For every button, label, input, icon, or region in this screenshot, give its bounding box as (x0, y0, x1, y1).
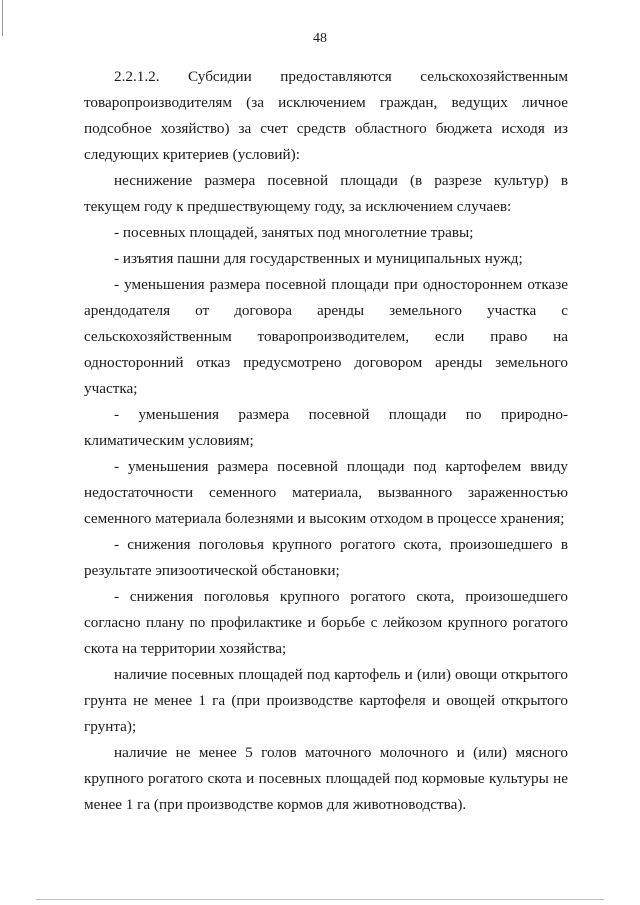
scan-bottom-edge (36, 899, 604, 900)
paragraph-exception-epizootic: - снижения поголовья крупного рогатого скота, произошедшего в результате эпизоотической обстановки; (84, 536, 568, 579)
paragraph-exception-land-seizure: - изъятия пашни для государственных и муниципальных нужд; (114, 250, 523, 267)
paragraph-potato-vegetables-condition: наличие посевных площадей под картофель и (или) овощи открытого грунта не менее 1 га (при производстве картофеля и овощей открытого грунта); (84, 666, 568, 735)
paragraph-exception-perennial-grasses: - посевных площадей, занятых под многолетние травы; (114, 224, 474, 241)
paragraph-cattle-fodder-condition: наличие не менее 5 голов маточного молочного и (или) мясного крупного рогатого скота и посевных площадей под кормовые культуры не менее 1 га (при производстве кормов для животноводства). (84, 744, 568, 813)
paragraph-exception-seed-shortage: - уменьшения размера посевной площади под картофелем ввиду недостаточности семенного материала, вызванного зараженностью семенного материала болезнями и высоким отходом в процессе хранения; (84, 458, 568, 527)
paragraph-exception-leukosis: - снижения поголовья крупного рогатого скота, произошедшего согласно плану по профилактике и борьбе с лейкозом крупного рогатого скота на территории хозяйства; (84, 588, 568, 657)
paragraph-exception-lease-termination: - уменьшения размера посевной площади при одностороннем отказе арендодателя от договора аренды земельного участка с сельскохозяйственным товаропроизводителем, если право на односторонний отказ предусмотрено договором аренды земельного участка; (84, 276, 568, 397)
page-number: 48 (313, 31, 327, 46)
paragraph-sown-area-condition: неснижение размера посевной площади (в разрезе культур) в текущем году к предшествующему году, за исключением случаев: (84, 172, 568, 215)
paragraph-subsidy-criteria: 2.2.1.2. Субсидии предоставляются сельскохозяйственным товаропроизводителям (за исключением граждан, ведущих личное подсобное хозяйство) за счет средств областного бюджета исходя из следующих критериев (условий): (84, 68, 568, 163)
document-body (84, 64, 568, 818)
paragraph-exception-climate: - уменьшения размера посевной площади по природно-климатическим условиям; (84, 406, 568, 449)
